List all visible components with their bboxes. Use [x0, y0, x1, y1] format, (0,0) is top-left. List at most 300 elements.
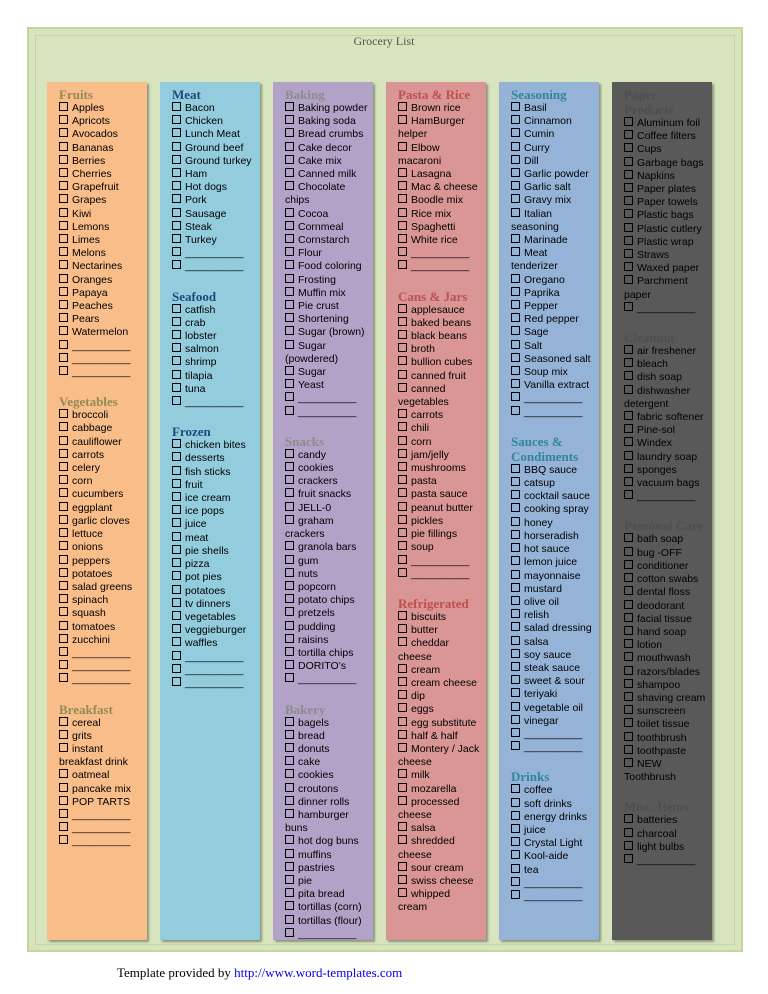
checkbox[interactable]: [172, 155, 181, 164]
checkbox[interactable]: [398, 142, 407, 151]
checkbox[interactable]: [285, 392, 294, 401]
checkbox[interactable]: [398, 835, 407, 844]
checkbox[interactable]: [59, 102, 68, 111]
checkbox[interactable]: [59, 115, 68, 124]
checkbox[interactable]: [511, 168, 520, 177]
checkbox[interactable]: [511, 406, 520, 415]
checkbox[interactable]: [285, 783, 294, 792]
checkbox[interactable]: [511, 715, 520, 724]
checkbox[interactable]: [624, 411, 633, 420]
checkbox[interactable]: [624, 758, 633, 767]
checkbox[interactable]: [172, 677, 181, 686]
checkbox[interactable]: [59, 221, 68, 230]
checkbox[interactable]: [511, 798, 520, 807]
checkbox[interactable]: [59, 634, 68, 643]
checkbox[interactable]: [624, 170, 633, 179]
checkbox[interactable]: [624, 705, 633, 714]
checkbox[interactable]: [511, 741, 520, 750]
checkbox[interactable]: [511, 128, 520, 137]
checkbox[interactable]: [624, 490, 633, 499]
checkbox[interactable]: [511, 877, 520, 886]
checkbox[interactable]: [398, 822, 407, 831]
checkbox[interactable]: [624, 302, 633, 311]
checkbox[interactable]: [285, 379, 294, 388]
checkbox[interactable]: [398, 422, 407, 431]
checkbox[interactable]: [624, 639, 633, 648]
checkbox[interactable]: [172, 479, 181, 488]
checkbox[interactable]: [285, 247, 294, 256]
checkbox[interactable]: [172, 317, 181, 326]
checkbox[interactable]: [398, 677, 407, 686]
checkbox[interactable]: [624, 626, 633, 635]
checkbox[interactable]: [624, 560, 633, 569]
checkbox[interactable]: [285, 326, 294, 335]
checkbox[interactable]: [59, 366, 68, 375]
checkbox[interactable]: [624, 209, 633, 218]
checkbox[interactable]: [511, 636, 520, 645]
checkbox[interactable]: [172, 343, 181, 352]
checkbox[interactable]: [624, 358, 633, 367]
checkbox[interactable]: [624, 586, 633, 595]
checkbox[interactable]: [172, 115, 181, 124]
checkbox[interactable]: [624, 196, 633, 205]
checkbox[interactable]: [398, 888, 407, 897]
checkbox[interactable]: [511, 181, 520, 190]
checkbox[interactable]: [59, 462, 68, 471]
checkbox[interactable]: [59, 194, 68, 203]
checkbox[interactable]: [59, 142, 68, 151]
checkbox[interactable]: [59, 488, 68, 497]
checkbox[interactable]: [172, 194, 181, 203]
checkbox[interactable]: [398, 783, 407, 792]
checkbox[interactable]: [398, 181, 407, 190]
checkbox[interactable]: [59, 340, 68, 349]
checkbox[interactable]: [511, 477, 520, 486]
checkbox[interactable]: [285, 115, 294, 124]
checkbox[interactable]: [511, 194, 520, 203]
checkbox[interactable]: [285, 568, 294, 577]
checkbox[interactable]: [624, 143, 633, 152]
checkbox[interactable]: [59, 730, 68, 739]
checkbox[interactable]: [285, 128, 294, 137]
checkbox[interactable]: [285, 340, 294, 349]
checkbox[interactable]: [398, 475, 407, 484]
checkbox[interactable]: [398, 568, 407, 577]
checkbox[interactable]: [398, 234, 407, 243]
checkbox[interactable]: [511, 155, 520, 164]
checkbox[interactable]: [285, 488, 294, 497]
checkbox[interactable]: [511, 622, 520, 631]
checkbox[interactable]: [59, 274, 68, 283]
checkbox[interactable]: [398, 703, 407, 712]
checkbox[interactable]: [624, 262, 633, 271]
checkbox[interactable]: [511, 208, 520, 217]
checkbox[interactable]: [285, 769, 294, 778]
checkbox[interactable]: [398, 743, 407, 752]
checkbox[interactable]: [172, 234, 181, 243]
checkbox[interactable]: [398, 611, 407, 620]
checkbox[interactable]: [398, 194, 407, 203]
checkbox[interactable]: [285, 901, 294, 910]
checkbox[interactable]: [511, 837, 520, 846]
checkbox[interactable]: [172, 128, 181, 137]
checkbox[interactable]: [59, 783, 68, 792]
checkbox[interactable]: [624, 613, 633, 622]
checkbox[interactable]: [285, 449, 294, 458]
checkbox[interactable]: [398, 330, 407, 339]
checkbox[interactable]: [398, 343, 407, 352]
checkbox[interactable]: [511, 115, 520, 124]
checkbox[interactable]: [398, 462, 407, 471]
checkbox[interactable]: [285, 462, 294, 471]
checkbox[interactable]: [624, 371, 633, 380]
checkbox[interactable]: [511, 287, 520, 296]
checkbox[interactable]: [59, 822, 68, 831]
checkbox[interactable]: [285, 541, 294, 550]
checkbox[interactable]: [624, 600, 633, 609]
checkbox[interactable]: [511, 556, 520, 565]
checkbox[interactable]: [59, 409, 68, 418]
checkbox[interactable]: [511, 102, 520, 111]
checkbox[interactable]: [59, 287, 68, 296]
checkbox[interactable]: [285, 634, 294, 643]
checkbox[interactable]: [511, 784, 520, 793]
checkbox[interactable]: [511, 543, 520, 552]
checkbox[interactable]: [59, 769, 68, 778]
checkbox[interactable]: [285, 928, 294, 937]
checkbox[interactable]: [511, 490, 520, 499]
checkbox[interactable]: [59, 353, 68, 362]
checkbox[interactable]: [59, 168, 68, 177]
checkbox[interactable]: [285, 155, 294, 164]
checkbox[interactable]: [624, 345, 633, 354]
checkbox[interactable]: [172, 168, 181, 177]
checkbox[interactable]: [172, 466, 181, 475]
checkbox[interactable]: [59, 555, 68, 564]
checkbox[interactable]: [511, 649, 520, 658]
list-item: [398, 637, 482, 663]
checkbox[interactable]: [285, 142, 294, 151]
checkbox[interactable]: [172, 370, 181, 379]
checkbox[interactable]: [172, 624, 181, 633]
checkbox[interactable]: [59, 260, 68, 269]
checkbox[interactable]: [172, 532, 181, 541]
checkbox[interactable]: [624, 223, 633, 232]
checkbox[interactable]: [172, 356, 181, 365]
checkbox[interactable]: [59, 436, 68, 445]
checkbox[interactable]: [511, 596, 520, 605]
checkbox[interactable]: [285, 849, 294, 858]
checkbox[interactable]: [624, 692, 633, 701]
checkbox[interactable]: [511, 379, 520, 388]
checkbox[interactable]: [624, 117, 633, 126]
checkbox[interactable]: [285, 181, 294, 190]
checkbox[interactable]: [624, 249, 633, 258]
checkbox[interactable]: [624, 157, 633, 166]
checkbox[interactable]: [59, 181, 68, 190]
checkbox[interactable]: [59, 326, 68, 335]
checkbox[interactable]: [511, 850, 520, 859]
checkbox[interactable]: [511, 234, 520, 243]
checkbox[interactable]: [172, 208, 181, 217]
checkbox[interactable]: [59, 541, 68, 550]
checkbox[interactable]: [624, 854, 633, 863]
checkbox[interactable]: [398, 208, 407, 217]
checkbox[interactable]: [59, 449, 68, 458]
checkbox[interactable]: [624, 814, 633, 823]
checkbox[interactable]: [285, 313, 294, 322]
checkbox[interactable]: [172, 102, 181, 111]
checkbox[interactable]: [624, 841, 633, 850]
checkbox[interactable]: [398, 247, 407, 256]
checkbox[interactable]: [624, 573, 633, 582]
checkbox[interactable]: [59, 234, 68, 243]
checkbox[interactable]: [285, 756, 294, 765]
checkbox[interactable]: [511, 570, 520, 579]
checkbox[interactable]: [398, 796, 407, 805]
checkbox[interactable]: [172, 585, 181, 594]
checkbox[interactable]: [511, 300, 520, 309]
item-label: Meat tenderizer: [511, 247, 558, 273]
checkbox[interactable]: [285, 915, 294, 924]
checkbox[interactable]: [285, 743, 294, 752]
checkbox[interactable]: [59, 607, 68, 616]
checkbox[interactable]: [398, 436, 407, 445]
checkbox[interactable]: [624, 236, 633, 245]
checkbox[interactable]: [624, 652, 633, 661]
checkbox[interactable]: [285, 673, 294, 682]
checkbox[interactable]: [59, 502, 68, 511]
checkbox[interactable]: [285, 594, 294, 603]
checkbox[interactable]: [624, 666, 633, 675]
checkbox[interactable]: [172, 598, 181, 607]
checkbox[interactable]: [285, 555, 294, 564]
checkbox[interactable]: [172, 571, 181, 580]
checkbox[interactable]: [285, 717, 294, 726]
checkbox[interactable]: [172, 505, 181, 514]
checkbox[interactable]: [398, 730, 407, 739]
checkbox[interactable]: [172, 383, 181, 392]
checkbox[interactable]: [511, 890, 520, 899]
checkbox[interactable]: [511, 340, 520, 349]
checkbox[interactable]: [59, 128, 68, 137]
checkbox[interactable]: [511, 811, 520, 820]
checkbox[interactable]: [511, 609, 520, 618]
checkbox[interactable]: [511, 247, 520, 256]
checkbox[interactable]: [59, 743, 68, 752]
checkbox[interactable]: [59, 528, 68, 537]
checkbox[interactable]: [398, 356, 407, 365]
checkbox[interactable]: [511, 702, 520, 711]
checkbox[interactable]: [172, 260, 181, 269]
checkbox[interactable]: [285, 796, 294, 805]
checkbox[interactable]: [624, 828, 633, 837]
checkbox[interactable]: [172, 181, 181, 190]
checkbox[interactable]: [624, 745, 633, 754]
checkbox[interactable]: [511, 503, 520, 512]
checkbox[interactable]: [511, 366, 520, 375]
checkbox[interactable]: [624, 183, 633, 192]
checkbox[interactable]: [285, 730, 294, 739]
checkbox[interactable]: [59, 835, 68, 844]
checkbox[interactable]: [398, 370, 407, 379]
checkbox[interactable]: [511, 464, 520, 473]
checkbox[interactable]: [285, 862, 294, 871]
checkbox[interactable]: [398, 260, 407, 269]
checkbox[interactable]: [59, 300, 68, 309]
checkbox[interactable]: [398, 449, 407, 458]
checkbox[interactable]: [59, 247, 68, 256]
checkbox[interactable]: [398, 769, 407, 778]
checkbox[interactable]: [511, 313, 520, 322]
checkbox[interactable]: [285, 875, 294, 884]
checkbox[interactable]: [398, 168, 407, 177]
item-label: cotton swabs: [637, 573, 699, 586]
checkbox[interactable]: [59, 515, 68, 524]
checkbox[interactable]: [624, 424, 633, 433]
checkbox[interactable]: [172, 545, 181, 554]
checkbox[interactable]: [59, 155, 68, 164]
checkbox[interactable]: [172, 247, 181, 256]
checkbox[interactable]: [511, 662, 520, 671]
checkbox[interactable]: [398, 555, 407, 564]
checkbox[interactable]: [59, 313, 68, 322]
checkbox[interactable]: [285, 475, 294, 484]
checkbox[interactable]: [59, 660, 68, 669]
checkbox[interactable]: [285, 835, 294, 844]
checkbox[interactable]: [172, 492, 181, 501]
checkbox[interactable]: [285, 406, 294, 415]
checkbox[interactable]: [285, 234, 294, 243]
checkbox[interactable]: [398, 102, 407, 111]
checkbox[interactable]: [511, 864, 520, 873]
checkbox[interactable]: [172, 452, 181, 461]
checkbox[interactable]: [511, 688, 520, 697]
checkbox[interactable]: [285, 515, 294, 524]
checkbox[interactable]: [398, 541, 407, 550]
checkbox[interactable]: [172, 330, 181, 339]
checkbox[interactable]: [398, 528, 407, 537]
checkbox[interactable]: [172, 664, 181, 673]
checkbox[interactable]: [172, 396, 181, 405]
checkbox[interactable]: [398, 488, 407, 497]
checkbox[interactable]: [511, 142, 520, 151]
checkbox[interactable]: [398, 502, 407, 511]
checkbox[interactable]: [398, 624, 407, 633]
checkbox[interactable]: [511, 728, 520, 737]
checkbox[interactable]: [285, 260, 294, 269]
checkbox[interactable]: [511, 583, 520, 592]
checkbox[interactable]: [59, 475, 68, 484]
checkbox[interactable]: [624, 679, 633, 688]
checkbox[interactable]: [285, 647, 294, 656]
checkbox[interactable]: [59, 594, 68, 603]
checkbox[interactable]: [172, 651, 181, 660]
checkbox[interactable]: [624, 275, 633, 284]
checkbox[interactable]: [172, 142, 181, 151]
checkbox[interactable]: [511, 675, 520, 684]
checkbox[interactable]: [172, 518, 181, 527]
checkbox[interactable]: [398, 304, 407, 313]
checkbox[interactable]: [172, 558, 181, 567]
checkbox[interactable]: [172, 304, 181, 313]
checkbox[interactable]: [624, 451, 633, 460]
checkbox[interactable]: [511, 824, 520, 833]
checkbox[interactable]: [285, 581, 294, 590]
checkbox[interactable]: [624, 437, 633, 446]
checkbox[interactable]: [398, 875, 407, 884]
checkbox[interactable]: [59, 422, 68, 431]
checkbox[interactable]: [398, 717, 407, 726]
checkbox[interactable]: [511, 530, 520, 539]
checkbox[interactable]: [285, 660, 294, 669]
checkbox[interactable]: [59, 717, 68, 726]
checkbox[interactable]: [285, 607, 294, 616]
checkbox[interactable]: [398, 862, 407, 871]
checkbox[interactable]: [398, 221, 407, 230]
checkbox[interactable]: [285, 102, 294, 111]
checkbox[interactable]: [398, 115, 407, 124]
checkbox[interactable]: [624, 385, 633, 394]
checkbox[interactable]: [285, 888, 294, 897]
checkbox[interactable]: [398, 383, 407, 392]
checkbox[interactable]: [285, 168, 294, 177]
checkbox[interactable]: [59, 581, 68, 590]
checkbox[interactable]: [285, 287, 294, 296]
checkbox[interactable]: [511, 274, 520, 283]
checkbox[interactable]: [285, 208, 294, 217]
checkbox[interactable]: [59, 796, 68, 805]
checkbox[interactable]: [624, 477, 633, 486]
checkbox[interactable]: [59, 208, 68, 217]
checkbox[interactable]: [172, 637, 181, 646]
checkbox[interactable]: [624, 732, 633, 741]
checkbox[interactable]: [624, 533, 633, 542]
checkbox[interactable]: [59, 809, 68, 818]
checkbox[interactable]: [59, 647, 68, 656]
item-label: Steak: [185, 220, 212, 233]
checkbox[interactable]: [285, 274, 294, 283]
checkbox[interactable]: [285, 221, 294, 230]
checkbox[interactable]: [511, 517, 520, 526]
checkbox[interactable]: [511, 392, 520, 401]
checkbox[interactable]: [398, 409, 407, 418]
checkbox[interactable]: [398, 317, 407, 326]
checkbox[interactable]: [398, 664, 407, 673]
checkbox[interactable]: [172, 611, 181, 620]
checkbox[interactable]: [511, 326, 520, 335]
checkbox[interactable]: [398, 637, 407, 646]
checkbox[interactable]: [285, 621, 294, 630]
checkbox[interactable]: [624, 547, 633, 556]
checkbox[interactable]: [285, 366, 294, 375]
checkbox[interactable]: [59, 673, 68, 682]
checkbox[interactable]: [624, 464, 633, 473]
checkbox[interactable]: [59, 621, 68, 630]
checkbox[interactable]: [285, 809, 294, 818]
checkbox[interactable]: [285, 502, 294, 511]
checkbox[interactable]: [59, 568, 68, 577]
checkbox[interactable]: [172, 221, 181, 230]
checkbox[interactable]: [398, 515, 407, 524]
checkbox[interactable]: [511, 353, 520, 362]
checkbox[interactable]: [285, 300, 294, 309]
checkbox[interactable]: [172, 439, 181, 448]
checkbox[interactable]: [624, 718, 633, 727]
footer-link[interactable]: http://www.word-templates.com: [234, 965, 403, 980]
checkbox[interactable]: [398, 690, 407, 699]
checkbox[interactable]: [624, 130, 633, 139]
